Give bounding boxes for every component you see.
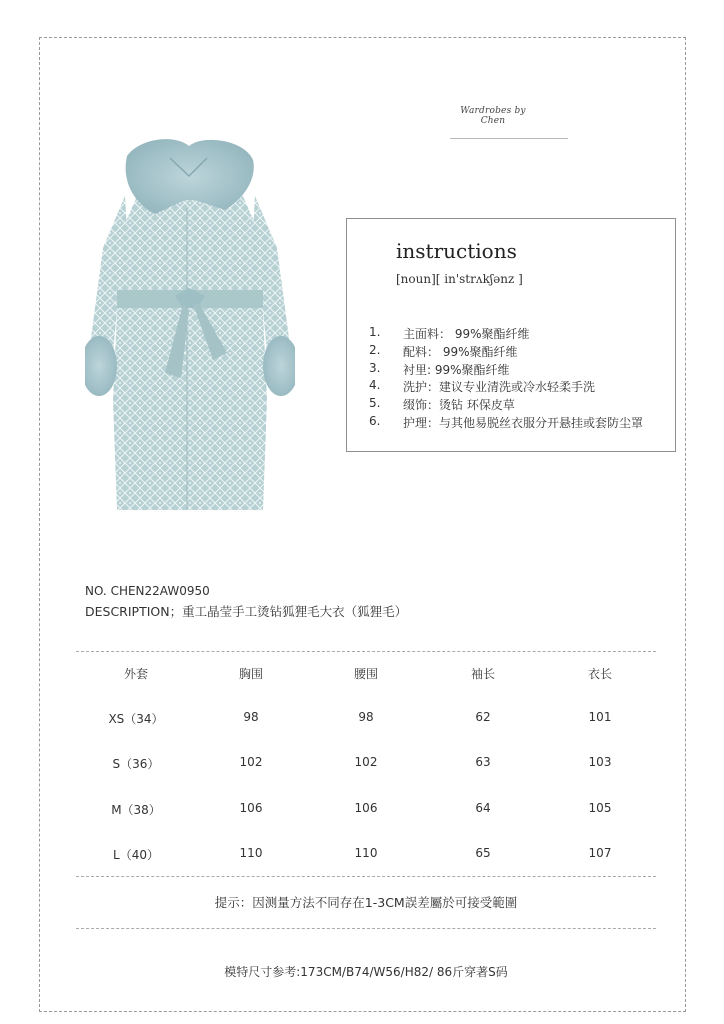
measurement-tip: 提示：因测量方法不同存在1-3CM誤差屬於可接受範圍 — [214, 895, 518, 910]
table-cell: M（38） — [111, 803, 161, 817]
table-cell: 110 — [239, 846, 263, 860]
product-number: NO. CHEN22AW0950 — [85, 584, 210, 598]
table-cell: 101 — [588, 710, 612, 724]
table-cell: L（40） — [113, 848, 159, 862]
product-description: DESCRIPTION；重工晶莹手工烫钻狐狸毛大衣（狐狸毛） — [85, 604, 408, 619]
table-cell: S（36） — [112, 757, 160, 771]
table-header-row — [76, 665, 656, 685]
table-cell: 107 — [588, 846, 612, 860]
table-cell: XS（34） — [108, 712, 164, 726]
table-row — [76, 846, 656, 866]
coat-image — [85, 138, 295, 518]
instructions-list — [369, 325, 643, 432]
table-header-cell: 袖长 — [470, 667, 495, 681]
table-cell: 62 — [475, 710, 491, 724]
table-header-cell: 腰围 — [353, 667, 378, 681]
list-item: 3. 衬里: 99%聚酯纤维 — [369, 360, 510, 377]
instructions-phonetic: [noun][ in'strʌkʃənz ] — [396, 272, 523, 286]
brand-underline — [450, 138, 568, 139]
model-size-reference: 模特尺寸参考:173CM/B74/W56/H82/ 86斤穿著S码 — [224, 965, 508, 979]
list-item: 2. 配料： 99%聚酯纤维 — [369, 342, 518, 359]
table-cell: 98 — [243, 710, 259, 724]
table-header-cell: 外套 — [123, 667, 148, 681]
table-cell: 98 — [358, 710, 374, 724]
table-row — [76, 801, 656, 821]
divider-bottom — [76, 928, 656, 929]
table-cell: 106 — [239, 801, 263, 815]
table-header-cell: 衣长 — [587, 667, 612, 681]
instructions-title: instructions — [396, 239, 517, 263]
divider-middle — [76, 876, 656, 877]
list-item: 6. 护理：与其他易脱丝衣服分开悬挂或套防尘罩 — [369, 413, 644, 430]
table-cell: 102 — [354, 755, 378, 769]
instructions-box — [346, 218, 676, 452]
list-item: 1. 主面料： 99%聚酯纤维 — [369, 325, 530, 341]
table-cell: 110 — [354, 846, 378, 860]
brand-signature: Wardrobes by Chen — [460, 106, 526, 126]
table-cell: 105 — [588, 801, 612, 815]
list-item: 5. 缀饰：烫钻 环保皮草 — [369, 396, 515, 413]
divider-top — [76, 651, 656, 652]
table-cell: 63 — [475, 755, 491, 769]
table-cell: 65 — [475, 846, 491, 860]
table-cell: 102 — [239, 755, 263, 769]
table-row — [76, 710, 656, 730]
table-header-cell: 胸围 — [238, 667, 263, 681]
table-cell: 64 — [475, 801, 491, 815]
table-row — [76, 755, 656, 775]
list-item: 4. 洗护：建议专业清洗或冷水轻柔手洗 — [369, 378, 596, 395]
table-cell: 103 — [588, 755, 612, 769]
table-cell: 106 — [354, 801, 378, 815]
